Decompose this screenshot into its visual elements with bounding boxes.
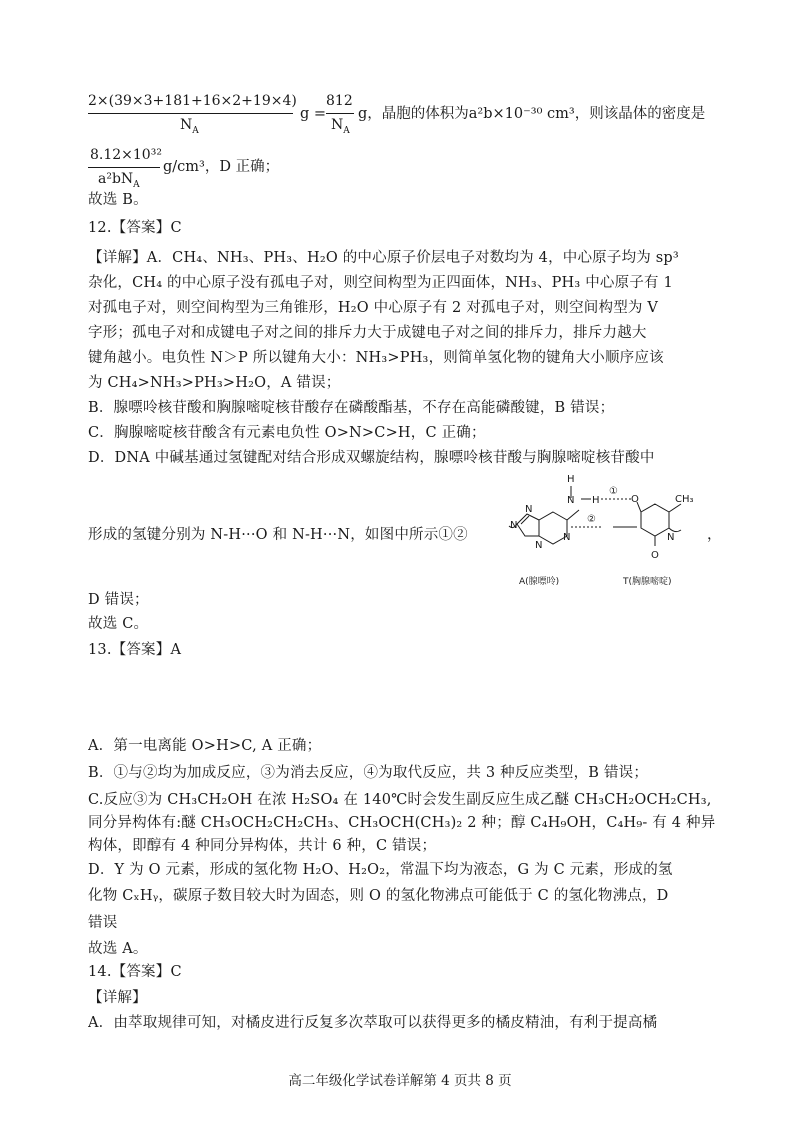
q13-option-d-1: D．Y 为 O 元素，形成的氢化物 H₂O、H₂O₂，常温下均为液态，G 为 C 元素，形成的氢 [88, 862, 673, 878]
q12-option-d-3: D 错误； [88, 592, 149, 608]
q12-detail-a-6: 为 CH₄>NH₃>PH₃>H₂O，A 错误； [88, 375, 341, 391]
q13-option-c-1: C.反应③为 CH₃CH₂OH 在浓 H₂SO₄ 在 140℃时会发生副反应生成乙醚 CH₃CH₂OCH₂CH₃, [88, 792, 712, 808]
answer-12-heading: 12.【答案】C [88, 220, 182, 236]
page-footer: 高二年级化学试卷详解第 4 页共 8 页 [288, 1073, 512, 1089]
q12-option-c: C．胸腺嘧啶核苷酸含有元素电负性 O>N>C>H，C 正确； [88, 425, 486, 441]
q12-detail-a-2: 杂化，CH₄ 的中心原子没有孤电子对，则空间构型为正四面体，NH₃、PH₃ 中心原子有 1 [88, 275, 673, 291]
formula-numerator-2: 812 [326, 93, 353, 109]
q13-option-b: B．①与②均为加成反应，③为消去反应，④为取代反应，共 3 种反应类型，B 错误； [88, 765, 649, 781]
atom-o-top: O [631, 494, 639, 505]
q12-detail-a-5: 键角越小。电负性 N＞P 所以键角大小：NH₃>PH₃，则简单氢化物的键角大小顺序应该 [88, 350, 664, 366]
q12-detail-a-1: 【详解】A．CH₄、NH₃、PH₃、H₂O 的中心原子价层电子对数均为 4，中心原子均为 sp³ [88, 250, 679, 266]
q12-option-d-2: 形成的氢键分别为 N-H···O 和 N-H···N，如图中所示①② [88, 527, 468, 543]
q14-option-a: A．由萃取规律可知，对橘皮进行反复多次萃取可以获得更多的橘皮精油，有利于提高橘 [88, 1015, 658, 1031]
q12-detail-a-4: 字形；孤电子对和成键电子对之间的排斥力大于成键电子对之间的排斥力，排斥力越大 [88, 325, 647, 341]
formula-density-fraction [88, 146, 168, 190]
q13-option-d-2: 化物 CₓHᵧ，碳原子数目较大时为固态，则 O 的氢化物沸点可能低于 C 的氢化物沸点，D [88, 888, 669, 904]
atom-h-amino: H [592, 495, 600, 506]
select-b: 故选 B。 [88, 192, 148, 208]
formula-equals-g: g = [300, 106, 327, 122]
formula-tail: g，晶胞的体积为a²b×10⁻³⁰ cm³，则该晶体的密度是 [358, 106, 706, 122]
select-c: 故选 C。 [88, 616, 149, 632]
fraction-bar [88, 167, 160, 168]
atom-ch3: CH₃ [675, 494, 694, 505]
atom-n-ring-adenine-1: N [525, 504, 533, 515]
atom-h-top: H [567, 474, 575, 485]
formula-denominator-2: $N_A$ [331, 117, 350, 136]
q12-option-d-1: D．DNA 中碱基通过氢键配对结合形成双螺旋结构，腺嘌呤核苷酸与胸腺嘧啶核苷酸中 [88, 450, 655, 466]
atom-n-ring-adenine-2: N [510, 520, 518, 531]
bond-marker-1: ① [609, 486, 618, 497]
fraction-bar [326, 113, 354, 114]
base-pair-figure [505, 472, 705, 592]
atom-n-amino: N [567, 495, 575, 506]
atom-n-ring-adenine-3: N [563, 532, 571, 543]
label-adenine: A(腺嘌呤) [519, 577, 560, 587]
q13-option-d-3: 错误 [88, 915, 118, 931]
label-thymine: T(胸腺嘧啶) [623, 577, 672, 587]
select-a: 故选 A。 [88, 941, 148, 957]
formula-numerator-1: 2×(39×3+181+16×2+19×4) [88, 93, 297, 109]
atom-n-ring-adenine-4: N [535, 540, 543, 551]
density-unit-tail: g/cm³，D 正确； [163, 159, 280, 175]
formula-fraction-2 [326, 92, 356, 136]
atom-n-thymine: N [667, 532, 675, 543]
formula-denominator-1: $N_A$ [180, 117, 199, 136]
bond-marker-2: ② [587, 514, 596, 525]
answer-14-heading: 14.【答案】C [88, 964, 182, 980]
q14-detail-heading: 【详解】 [88, 990, 147, 1006]
formula-fraction-1 [88, 92, 298, 136]
fraction-bar [88, 113, 293, 114]
q12-detail-a-3: 对孤电子对，则空间构型为三角锥形，H₂O 中心原子有 2 对孤电子对，则空间构型为 V [88, 300, 659, 316]
density-numerator: 8.12×10³² [90, 147, 162, 163]
q13-option-c-2: 同分异构体有:醚 CH₃OCH₂CH₂CH₃、CH₃OCH(CH₃)₂ 2 种；醇 C₄H₉OH，C₄H₉- 有 4 种异 [88, 815, 716, 831]
density-denominator: $a^2bN_A$ [98, 171, 140, 190]
q12-option-d-comma: ， [707, 527, 722, 543]
q12-option-b: B．腺嘌呤核苷酸和胸腺嘧啶核苷酸存在磷酸酯基，不存在高能磷酸键，B 错误； [88, 400, 615, 416]
answer-13-heading: 13.【答案】A [88, 642, 182, 658]
q13-option-a: A．第一电离能 O>H>C, A 正确； [88, 738, 322, 754]
q13-option-c-3: 构体，即醇有 4 种同分异构体，共计 6 种，C 错误； [88, 838, 437, 854]
atom-o-bottom: O [651, 550, 659, 561]
